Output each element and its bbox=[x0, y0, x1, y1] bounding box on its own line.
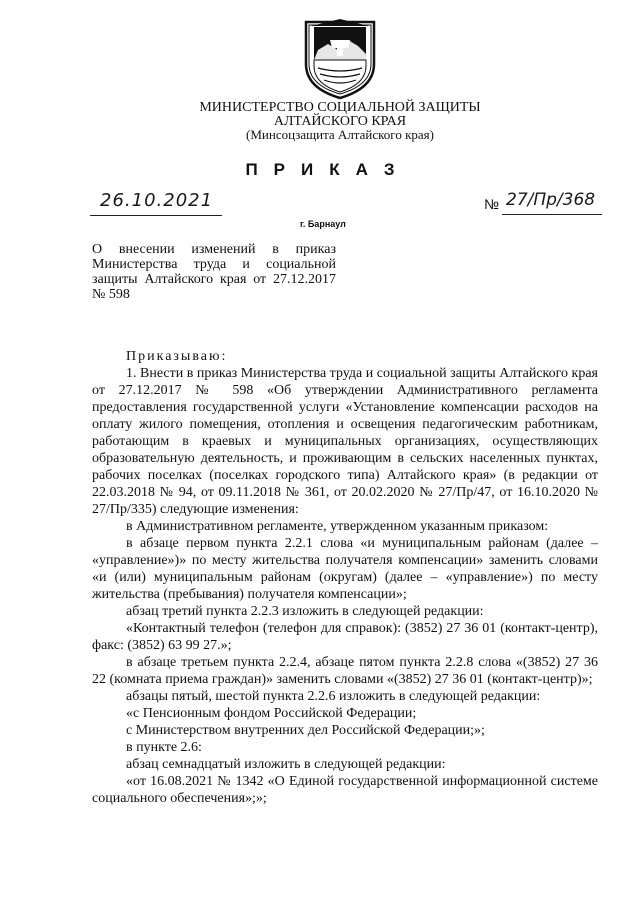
paragraph-12: «от 16.08.2021 № 1342 «О Единой государственной информационной системе социального обеспечения»;»; bbox=[92, 774, 598, 806]
coat-of-arms-icon bbox=[300, 14, 380, 100]
paragraph-5: «Контактный телефон (телефон для справок): (3852) 27 36 01 (контакт-центр), факс: (3852) 63 99 27.»; bbox=[92, 621, 598, 653]
document-body bbox=[92, 348, 598, 807]
document-number: 27/Пр/368 bbox=[506, 190, 596, 210]
paragraph-9: с Министерством внутренних дел Российской Федерации;»; bbox=[126, 723, 485, 738]
document-city: г. Барнаул bbox=[300, 219, 346, 229]
paragraph-6: в абзаце третьем пункта 2.2.4, абзаце пятом пункта 2.2.8 слова «(3852) 27 36 22 (комната приема граждан)» заменить словами «(3852) 27 36 01 (контакт-центр)»; bbox=[92, 655, 598, 687]
ministry-name-line2: АЛТАЙСКОГО КРАЯ bbox=[273, 114, 407, 129]
paragraph-4: абзац третий пункта 2.2.3 изложить в следующей редакции: bbox=[126, 604, 484, 619]
number-label: № bbox=[484, 196, 500, 212]
paragraph-11: абзац семнадцатый изложить в следующей редакции: bbox=[126, 757, 446, 772]
ministry-name-line1: МИНИСТЕРСТВО СОЦИАЛЬНОЙ ЗАЩИТЫ bbox=[199, 100, 481, 115]
paragraph-10: в пункте 2.6: bbox=[126, 740, 202, 755]
document-subject: О внесении изменений в приказ Министерства труда и социальной защиты Алтайского края от 27.12.2017 № 598 bbox=[92, 242, 336, 302]
paragraph-7: абзацы пятый, шестой пункта 2.2.6 изложить в следующей редакции: bbox=[126, 689, 541, 704]
paragraph-8: «с Пенсионным фондом Российской Федерации; bbox=[126, 706, 417, 721]
paragraph-3: в абзаце первом пункта 2.2.1 слова «и муниципальным районам (далее – «управление»)» по месту жительства получателя компенсации» заменить словами «и (или) муниципальным районам (округам) (далее – «управление») по месту жительства (пребывания) получателя компенсации»; bbox=[92, 536, 598, 602]
order-intro: Приказываю: bbox=[126, 349, 228, 364]
paragraph-2: в Административном регламенте, утвержденном указанным приказом: bbox=[126, 519, 549, 534]
document-date: 26.10.2021 bbox=[100, 190, 214, 211]
ministry-short-name: (Минсоцзащита Алтайского края) bbox=[246, 127, 434, 142]
document-title: ПРИКАЗ bbox=[245, 160, 411, 179]
paragraph-1: 1. Внести в приказ Министерства труда и социальной защиты Алтайского края от 27.12.2017 № 598 «Об утверждении Административного регламента предоставления государственной услуги «Установление компенсации расходов на оплату жилого помещения, отопления и освещения педагогическим работникам, работающим в краевых и муниципальных организациях, осуществляющих образовательную деятельность, и проживающим в сельских населенных пунктах, рабочих поселках (поселках городского типа) Алтайского края» (в редакции от 22.03.2018 № 94, от 09.11.2018 № 361, от 20.02.2020 № 27/Пр/47, от 16.10.2020 № 27/Пр/335) следующие изменения: bbox=[92, 366, 598, 517]
